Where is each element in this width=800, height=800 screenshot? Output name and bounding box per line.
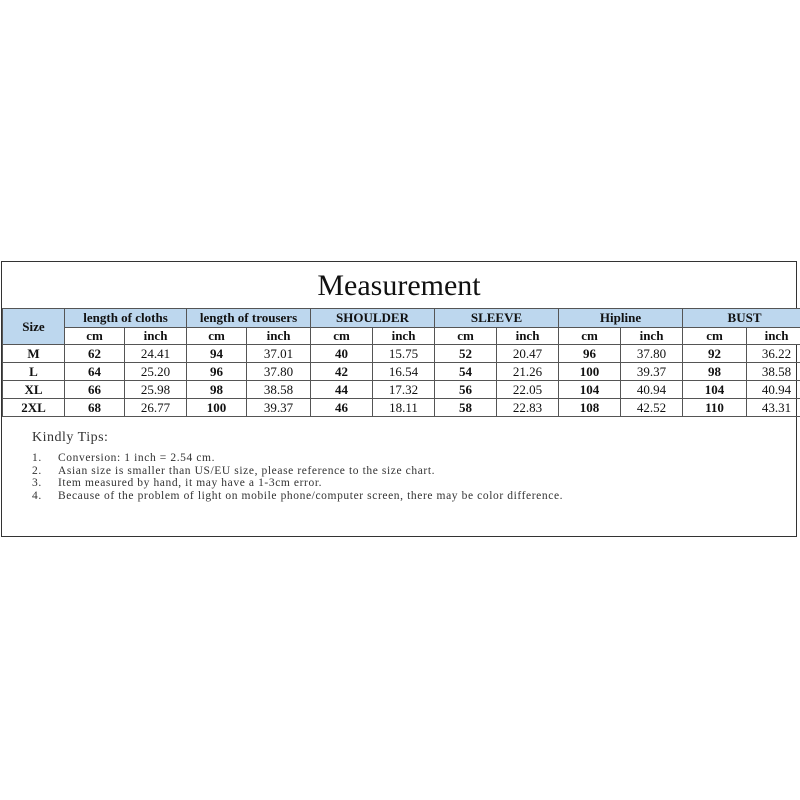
value-cell: 94 — [187, 345, 247, 363]
unit-header-cm: cm — [65, 328, 125, 345]
chart-title: Measurement — [317, 269, 481, 302]
unit-header-cm: cm — [311, 328, 373, 345]
value-cell: 17.32 — [373, 381, 435, 399]
tip-number: 2. — [32, 464, 42, 477]
value-cell: 108 — [559, 399, 621, 417]
group-header-length-of-cloths: length of cloths — [65, 309, 187, 328]
group-header-sleeve: SLEEVE — [435, 309, 559, 328]
value-cell: 39.37 — [621, 363, 683, 381]
tips-list — [32, 452, 678, 502]
tip-text: Asian size is smaller than US/EU size, please reference to the size chart. — [58, 464, 436, 477]
value-cell: 18.11 — [373, 399, 435, 417]
value-cell: 25.98 — [125, 381, 187, 399]
group-header-bust: BUST — [683, 309, 800, 328]
value-cell: 68 — [65, 399, 125, 417]
unit-header-cm: cm — [187, 328, 247, 345]
value-cell: 104 — [559, 381, 621, 399]
tip-number: 1. — [32, 452, 42, 464]
value-cell: 64 — [65, 363, 125, 381]
value-cell: 54 — [435, 363, 497, 381]
value-cell: 56 — [435, 381, 497, 399]
value-cell: 46 — [311, 399, 373, 417]
value-cell: 20.47 — [497, 345, 559, 363]
unit-header-inch: inch — [747, 328, 800, 345]
size-cell: XL — [3, 381, 65, 399]
table-row — [3, 363, 800, 381]
value-cell: 98 — [683, 363, 747, 381]
group-header-length-of-trousers: length of trousers — [187, 309, 311, 328]
value-cell: 39.37 — [247, 399, 311, 417]
tip-number: 3. — [32, 477, 42, 489]
list-item — [32, 465, 678, 478]
value-cell: 22.83 — [497, 399, 559, 417]
value-cell: 43.31 — [747, 399, 800, 417]
value-cell: 58 — [435, 399, 497, 417]
value-cell: 40 — [311, 345, 373, 363]
value-cell: 22.05 — [497, 381, 559, 399]
value-cell: 98 — [187, 381, 247, 399]
unit-header-inch: inch — [373, 328, 435, 345]
list-item — [32, 490, 678, 503]
value-cell: 100 — [559, 363, 621, 381]
value-cell: 36.22 — [747, 345, 800, 363]
tips-title: Kindly Tips: — [32, 430, 109, 445]
tip-text: Because of the problem of light on mobile phone/computer screen, there may be color difference. — [58, 489, 564, 502]
unit-header-inch: inch — [125, 328, 187, 345]
value-cell: 38.58 — [247, 381, 311, 399]
value-cell: 37.80 — [247, 363, 311, 381]
value-cell: 52 — [435, 345, 497, 363]
value-cell: 26.77 — [125, 399, 187, 417]
list-item — [32, 452, 678, 465]
value-cell: 96 — [559, 345, 621, 363]
size-table — [2, 308, 800, 417]
size-cell: M — [3, 345, 65, 363]
value-cell: 40.94 — [747, 381, 800, 399]
value-cell: 25.20 — [125, 363, 187, 381]
value-cell: 40.94 — [621, 381, 683, 399]
value-cell: 110 — [683, 399, 747, 417]
unit-header-cm: cm — [683, 328, 747, 345]
value-cell: 24.41 — [125, 345, 187, 363]
group-header-hipline: Hipline — [559, 309, 683, 328]
value-cell: 62 — [65, 345, 125, 363]
value-cell: 38.58 — [747, 363, 800, 381]
unit-header-cm: cm — [559, 328, 621, 345]
tip-number: 4. — [32, 489, 42, 502]
table-row — [3, 345, 800, 363]
tip-text: Conversion: 1 inch = 2.54 cm. — [58, 452, 216, 464]
tip-text: Item measured by hand, it may have a 1-3cm error. — [58, 477, 323, 489]
size-cell: 2XL — [3, 399, 65, 417]
size-column-header: Size — [3, 309, 65, 345]
value-cell: 21.26 — [497, 363, 559, 381]
unit-header-cm: cm — [435, 328, 497, 345]
unit-header-inch: inch — [497, 328, 559, 345]
value-cell: 16.54 — [373, 363, 435, 381]
list-item — [32, 477, 678, 490]
group-header-shoulder: SHOULDER — [311, 309, 435, 328]
size-chart-frame — [1, 261, 797, 537]
value-cell: 96 — [187, 363, 247, 381]
unit-header-inch: inch — [621, 328, 683, 345]
value-cell: 15.75 — [373, 345, 435, 363]
table-row — [3, 381, 800, 399]
value-cell: 42 — [311, 363, 373, 381]
value-cell: 92 — [683, 345, 747, 363]
kindly-tips — [32, 430, 678, 502]
size-cell: L — [3, 363, 65, 381]
value-cell: 100 — [187, 399, 247, 417]
value-cell: 66 — [65, 381, 125, 399]
value-cell: 37.01 — [247, 345, 311, 363]
value-cell: 37.80 — [621, 345, 683, 363]
value-cell: 104 — [683, 381, 747, 399]
table-row — [3, 399, 800, 417]
value-cell: 44 — [311, 381, 373, 399]
unit-header-inch: inch — [247, 328, 311, 345]
value-cell: 42.52 — [621, 399, 683, 417]
